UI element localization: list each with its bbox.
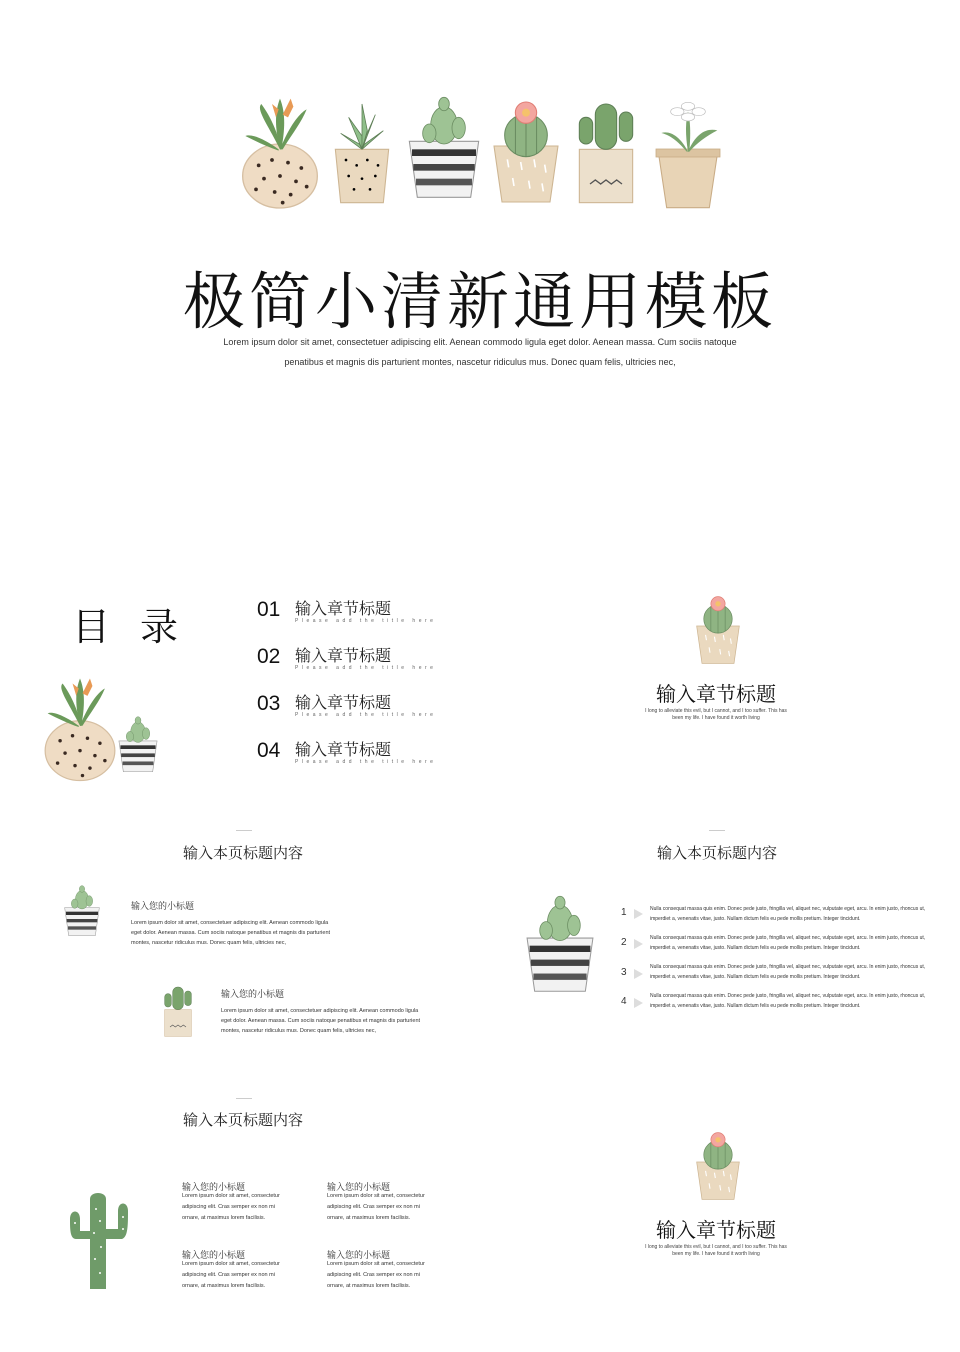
section-note-line2: been my life. I have found it worth living [672, 1251, 760, 1257]
list-item-number: 4 [621, 996, 627, 1007]
cell-text-line: ornare, at maximus lorem facilisis. [182, 1215, 266, 1221]
cover-title: 极简小清新通用模板 [182, 265, 777, 338]
list-item-line: imperdiet a, venenatis vitae, justo. Nullam dictum felis eu pede mollis pretium. Integer tincidunt. [650, 973, 861, 980]
divider [236, 1098, 252, 1099]
toc-item-number: 01 [257, 598, 281, 621]
cell-text-line: ornare, at maximus lorem facilisis. [327, 1283, 411, 1289]
section-title: 输入章节标题 [656, 1218, 776, 1242]
cover-plants-row [240, 88, 740, 224]
list-item-text [650, 905, 940, 924]
section-note-line1: I long to alleviate this evil, but I cannot, and I too suffer. This has [645, 1244, 787, 1250]
block-heading: 输入您的小标题 [221, 990, 285, 1000]
block-text-line: montes, nascetur ridiculus mus. Donec quam felis, ultricies nec, [131, 940, 286, 946]
section-cactus-flower-icon [688, 1130, 748, 1210]
block-text-line: eget dolor. Aenean massa. Cum sociis natoque penatibus et magnis dis parturient [131, 930, 331, 936]
block-heading: 输入您的小标题 [131, 902, 195, 912]
block-text-line: Lorem ipsum dolor sit amet, consectetuer adipiscing elit. Aenean commodo ligula [221, 1008, 419, 1014]
cell-heading: 输入您的小标题 [182, 1183, 246, 1193]
cell-text-line: Lorem ipsum dolor sit amet, consectetur [327, 1261, 425, 1267]
block-text-line: Lorem ipsum dolor sit amet, consectetuer adipiscing elit. Aenean commodo ligula [131, 920, 329, 926]
toc-item-title: 输入章节标题 [295, 599, 392, 618]
cell-text-line: ornare, at maximus lorem facilisis. [327, 1215, 411, 1221]
toc-item-title: 输入章节标题 [295, 693, 392, 712]
small-striped-cactus-icon [62, 884, 102, 946]
potted-plant-icon [240, 88, 320, 224]
potted-succulent-icon [322, 88, 402, 224]
toc-item-subtitle: Please add the title here [295, 712, 437, 718]
cell-text-line: adipiscing elit. Cras semper ex non mi [182, 1272, 275, 1278]
potted-cactus-striped-icon [404, 88, 484, 224]
list-item-number: 3 [621, 967, 627, 978]
toc-item[interactable] [257, 692, 457, 732]
cell-text-line: adipiscing elit. Cras semper ex non mi [327, 1204, 420, 1210]
large-striped-cactus-icon [522, 892, 598, 1012]
toc-item-number: 03 [257, 692, 281, 715]
toc-item-number: 02 [257, 645, 281, 668]
arrow-icon [634, 998, 643, 1008]
cell-text-line: Lorem ipsum dolor sit amet, consectetur [182, 1261, 280, 1267]
arrow-icon [634, 939, 643, 949]
page-title: 输入本页标题内容 [656, 844, 777, 862]
section-cactus-flower-icon [688, 594, 748, 674]
divider [709, 830, 725, 831]
cell-heading: 输入您的小标题 [182, 1251, 246, 1261]
small-succulent-icon [158, 982, 198, 1044]
potted-white-flower-icon [648, 98, 728, 224]
potted-flowering-cactus-icon [486, 98, 566, 218]
toc-item[interactable] [257, 645, 457, 685]
toc-small-cactus-icon [116, 716, 160, 782]
list-item-text [650, 934, 940, 953]
toc-item-subtitle: Please add the title here [295, 759, 437, 765]
toc-item-title: 输入章节标题 [295, 740, 392, 759]
list-item-line: Nulla consequat massa quis enim. Donec pede justo, fringilla vel, aliquet nec, vulputate eget, arcu. In enim justo, rhoncus ut, [650, 906, 926, 912]
section-note-line2: been my life. I have found it worth living [672, 715, 760, 721]
tall-cactus-icon [66, 1184, 132, 1296]
section-note-line1: I long to alleviate this evil, but I cannot, and I too suffer. This has [645, 708, 787, 714]
list-item-number: 1 [621, 907, 627, 918]
toc-item-subtitle: Please add the title here [295, 665, 437, 671]
toc-item[interactable] [257, 598, 457, 638]
toc-item-subtitle: Please add the title here [295, 618, 437, 624]
cell-text-line: adipiscing elit. Cras semper ex non mi [182, 1204, 275, 1210]
list-item-line: Nulla consequat massa quis enim. Donec pede justo, fringilla vel, aliquet nec, vulputate eget, arcu. In enim justo, rhoncus ut, [650, 993, 926, 999]
cover-subtitle-line2: penatibus et magnis dis parturient montes, nascetur ridiculus mus. Donec quam felis, ultricies nec, [284, 357, 676, 367]
cell-heading: 输入您的小标题 [327, 1183, 391, 1193]
cell-text-line: Lorem ipsum dolor sit amet, consectetur [182, 1193, 280, 1199]
cover-subtitle-line1: Lorem ipsum dolor sit amet, consectetuer adipiscing elit. Aenean commodo ligula eget dolor. Aenean massa. Cum sociis natoque [223, 337, 737, 347]
cell-text-line: ornare, at maximus lorem facilisis. [182, 1283, 266, 1289]
potted-tall-cactus-icon [566, 88, 646, 224]
block-text-line: montes, nascetur ridiculus mus. Donec quam felis, ultricies nec, [221, 1028, 376, 1034]
page-title: 输入本页标题内容 [182, 844, 303, 862]
toc-item[interactable] [257, 739, 457, 779]
list-item-line: Nulla consequat massa quis enim. Donec pede justo, fringilla vel, aliquet nec, vulputate eget, arcu. In enim justo, rhoncus ut, [650, 935, 926, 941]
list-item-line: imperdiet a, venenatis vitae, justo. Nullam dictum felis eu pede mollis pretium. Integer tincidunt. [650, 915, 861, 922]
list-item-number: 2 [621, 937, 627, 948]
divider [236, 830, 252, 831]
list-item-line: Nulla consequat massa quis enim. Donec pede justo, fringilla vel, aliquet nec, vulputate eget, arcu. In enim justo, rhoncus ut, [650, 964, 926, 970]
cell-heading: 输入您的小标题 [327, 1251, 391, 1261]
section-title: 输入章节标题 [656, 682, 776, 706]
cell-text-line: adipiscing elit. Cras semper ex non mi [327, 1272, 420, 1278]
list-item-line: imperdiet a, venenatis vitae, justo. Nullam dictum felis eu pede mollis pretium. Integer tincidunt. [650, 1002, 861, 1009]
arrow-icon [634, 969, 643, 979]
list-item-text [650, 992, 940, 1011]
arrow-icon [634, 909, 643, 919]
toc-plant-icon [40, 676, 120, 788]
cell-text-line: Lorem ipsum dolor sit amet, consectetur [327, 1193, 425, 1199]
list-item-text [650, 963, 940, 982]
list-item-line: imperdiet a, venenatis vitae, justo. Nullam dictum felis eu pede mollis pretium. Integer tincidunt. [650, 944, 861, 951]
toc-item-number: 04 [257, 739, 281, 762]
toc-heading: 目录 [72, 605, 209, 649]
block-text-line: eget dolor. Aenean massa. Cum sociis natoque penatibus et magnis dis parturient [221, 1018, 421, 1024]
toc-item-title: 输入章节标题 [295, 646, 392, 665]
page-title: 输入本页标题内容 [182, 1111, 303, 1129]
